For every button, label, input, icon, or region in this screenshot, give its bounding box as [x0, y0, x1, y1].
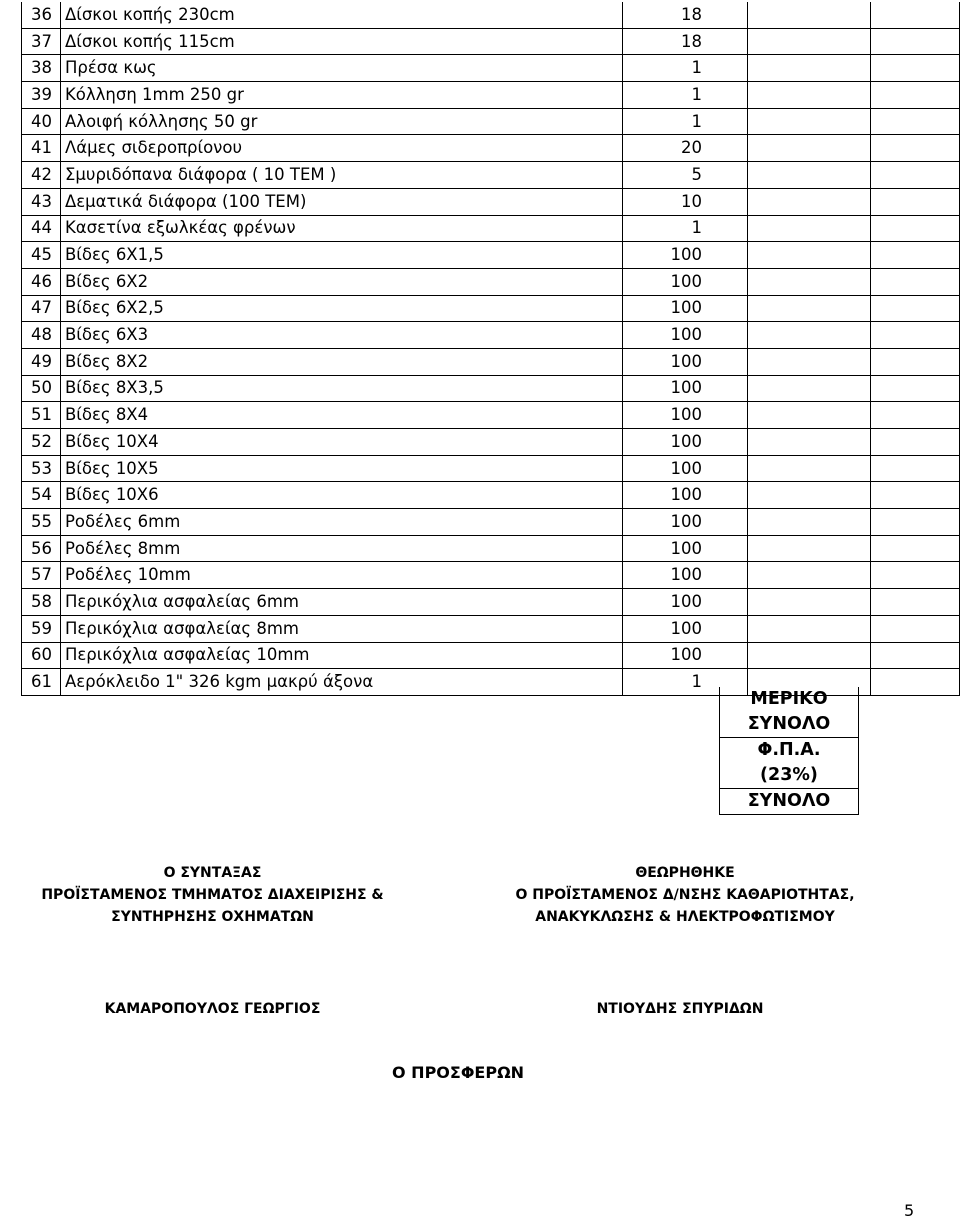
row-quantity: 100	[622, 348, 748, 375]
items-table	[21, 2, 960, 696]
row-unit-price	[748, 509, 871, 536]
signature-left-title-cont: ΣΥΝΤΗΡΗΣΗΣ ΟΧΗΜΑΤΩΝ	[111, 909, 314, 925]
row-quantity: 100	[622, 295, 748, 322]
row-quantity: 18	[622, 28, 748, 55]
table-row	[22, 55, 960, 82]
row-unit-price	[748, 429, 871, 456]
table-row	[22, 535, 960, 562]
row-unit-price	[748, 188, 871, 215]
totals-box	[719, 687, 859, 815]
row-total-price	[871, 322, 960, 349]
row-total-price	[871, 55, 960, 82]
row-total-price	[871, 268, 960, 295]
table-row	[22, 162, 960, 189]
table-row	[22, 82, 960, 109]
offerer-label: Ο ΠΡΟΣΦΕΡΩΝ	[392, 1063, 525, 1082]
row-description: Βίδες 10Χ5	[60, 455, 622, 482]
row-unit-price	[748, 162, 871, 189]
row-number: 53	[22, 455, 61, 482]
table-row	[22, 455, 960, 482]
row-total-price	[871, 135, 960, 162]
row-description: Δεματικά διάφορα (100 ΤΕΜ)	[60, 188, 622, 215]
row-description: Αλοιφή κόλλησης 50 gr	[60, 108, 622, 135]
table-row	[22, 482, 960, 509]
row-quantity: 100	[622, 455, 748, 482]
row-total-price	[871, 455, 960, 482]
row-total-price	[871, 215, 960, 242]
row-quantity: 100	[622, 535, 748, 562]
row-description: Βίδες 6Χ2,5	[60, 295, 622, 322]
row-number: 55	[22, 509, 61, 536]
row-total-price	[871, 642, 960, 669]
row-number: 56	[22, 535, 61, 562]
row-quantity: 1	[622, 108, 748, 135]
row-number: 45	[22, 242, 61, 269]
table-row	[22, 348, 960, 375]
row-unit-price	[748, 55, 871, 82]
row-unit-price	[748, 215, 871, 242]
row-description: Δίσκοι κοπής 115cm	[60, 28, 622, 55]
row-description: Βίδες 6Χ1,5	[60, 242, 622, 269]
row-unit-price	[748, 402, 871, 429]
signature-block-left	[30, 862, 395, 928]
table-row	[22, 589, 960, 616]
row-description: Βίδες 6Χ3	[60, 322, 622, 349]
row-description: Κασετίνα εξωλκέας φρένων	[60, 215, 622, 242]
row-unit-price	[748, 82, 871, 109]
row-description: Ροδέλες 6mm	[60, 509, 622, 536]
row-total-price	[871, 295, 960, 322]
row-number: 57	[22, 562, 61, 589]
subtotal-label-line1: ΜΕΡΙΚΟ	[750, 689, 828, 709]
row-number: 43	[22, 188, 61, 215]
row-total-price	[871, 535, 960, 562]
row-total-price	[871, 562, 960, 589]
row-total-price	[871, 2, 960, 28]
subtotal-label-line2: ΣΥΝΟΛΟ	[747, 714, 831, 734]
table-row	[22, 295, 960, 322]
table-row	[22, 402, 960, 429]
signature-right-role: ΘΕΩΡΗΘΗΚΕ	[635, 865, 735, 881]
row-description: Περικόχλια ασφαλείας 10mm	[60, 642, 622, 669]
row-description: Βίδες 8Χ2	[60, 348, 622, 375]
row-quantity: 100	[622, 429, 748, 456]
signature-right-title-cont: ΑΝΑΚΥΚΛΩΣΗΣ & ΗΛΕΚΤΡΟΦΩΤΙΣΜΟΥ	[535, 909, 835, 925]
row-quantity: 1	[622, 55, 748, 82]
row-total-price	[871, 108, 960, 135]
row-number: 60	[22, 642, 61, 669]
row-unit-price	[748, 455, 871, 482]
row-quantity: 100	[622, 482, 748, 509]
row-number: 50	[22, 375, 61, 402]
table-row	[22, 615, 960, 642]
row-number: 51	[22, 402, 61, 429]
row-unit-price	[748, 108, 871, 135]
row-number: 59	[22, 615, 61, 642]
signature-left-role: Ο ΣΥΝΤΑΞΑΣ	[163, 865, 262, 881]
row-unit-price	[748, 535, 871, 562]
row-unit-price	[748, 562, 871, 589]
row-number: 52	[22, 429, 61, 456]
row-number: 44	[22, 215, 61, 242]
table-row	[22, 2, 960, 28]
row-unit-price	[748, 268, 871, 295]
row-total-price	[871, 162, 960, 189]
row-number: 58	[22, 589, 61, 616]
row-unit-price	[748, 322, 871, 349]
row-number: 41	[22, 135, 61, 162]
row-description: Βίδες 8Χ3,5	[60, 375, 622, 402]
row-description: Αερόκλειδο 1" 326 kgm μακρύ άξονα	[60, 669, 622, 696]
row-total-price	[871, 482, 960, 509]
row-quantity: 1	[622, 82, 748, 109]
row-description: Σμυριδόπανα διάφορα ( 10 ΤΕΜ )	[60, 162, 622, 189]
row-unit-price	[748, 642, 871, 669]
table-row	[22, 188, 960, 215]
row-number: 36	[22, 2, 61, 28]
row-total-price	[871, 589, 960, 616]
row-unit-price	[748, 242, 871, 269]
total-label: ΣΥΝΟΛΟ	[720, 788, 858, 814]
table-row	[22, 268, 960, 295]
row-quantity: 100	[622, 242, 748, 269]
signature-right-name: ΝΤΙΟΥΔΗΣ ΣΠΥΡΙΔΩΝ	[596, 1001, 764, 1017]
row-description: Βίδες 8Χ4	[60, 402, 622, 429]
row-total-price	[871, 242, 960, 269]
row-description: Βίδες 6Χ2	[60, 268, 622, 295]
signature-left-name: ΚΑΜΑΡΟΠΟΥΛΟΣ ΓΕΩΡΓΙΟΣ	[104, 1001, 321, 1017]
row-number: 42	[22, 162, 61, 189]
row-description: Κόλληση 1mm 250 gr	[60, 82, 622, 109]
row-quantity: 10	[622, 188, 748, 215]
row-description: Δίσκοι κοπής 230cm	[60, 2, 622, 28]
row-total-price	[871, 615, 960, 642]
signature-left-title: ΠΡΟΪΣΤΑΜΕΝΟΣ ΤΜΗΜΑΤΟΣ ΔΙΑΧΕΙΡΙΣΗΣ &	[41, 887, 384, 903]
row-unit-price	[748, 295, 871, 322]
table-row	[22, 135, 960, 162]
row-quantity: 100	[622, 562, 748, 589]
row-total-price	[871, 82, 960, 109]
row-quantity: 100	[622, 509, 748, 536]
row-number: 48	[22, 322, 61, 349]
page-number: 5	[904, 1201, 915, 1220]
table-row	[22, 242, 960, 269]
row-description: Λάμες σιδεροπρίονου	[60, 135, 622, 162]
row-quantity: 100	[622, 402, 748, 429]
row-total-price	[871, 669, 960, 696]
row-description: Ροδέλες 8mm	[60, 535, 622, 562]
row-unit-price	[748, 589, 871, 616]
row-description: Περικόχλια ασφαλείας 6mm	[60, 589, 622, 616]
signature-right-title: Ο ΠΡΟΪΣΤΑΜΕΝΟΣ Δ/ΝΣΗΣ ΚΑΘΑΡΙΟΤΗΤΑΣ,	[515, 887, 855, 903]
row-total-price	[871, 429, 960, 456]
row-description: Περικόχλια ασφαλείας 8mm	[60, 615, 622, 642]
row-unit-price	[748, 482, 871, 509]
row-quantity: 18	[622, 2, 748, 28]
table-row	[22, 375, 960, 402]
row-number: 46	[22, 268, 61, 295]
row-quantity: 100	[622, 375, 748, 402]
table-row	[22, 562, 960, 589]
row-quantity: 1	[622, 215, 748, 242]
items-table-body	[22, 2, 960, 695]
row-number: 47	[22, 295, 61, 322]
row-total-price	[871, 28, 960, 55]
table-row	[22, 322, 960, 349]
table-row	[22, 642, 960, 669]
vat-label-line1: Φ.Π.Α.	[720, 737, 858, 763]
row-total-price	[871, 402, 960, 429]
row-quantity: 1	[622, 669, 748, 696]
table-row	[22, 509, 960, 536]
table-row	[22, 215, 960, 242]
row-unit-price	[748, 348, 871, 375]
row-number: 40	[22, 108, 61, 135]
row-number: 37	[22, 28, 61, 55]
row-unit-price	[748, 28, 871, 55]
row-quantity: 100	[622, 589, 748, 616]
vat-label-line2: (23%)	[760, 765, 818, 785]
row-quantity: 100	[622, 322, 748, 349]
row-number: 39	[22, 82, 61, 109]
row-number: 54	[22, 482, 61, 509]
row-total-price	[871, 375, 960, 402]
row-number: 38	[22, 55, 61, 82]
row-quantity: 5	[622, 162, 748, 189]
row-unit-price	[748, 2, 871, 28]
row-description: Πρέσα κως	[60, 55, 622, 82]
table-row	[22, 28, 960, 55]
row-unit-price	[748, 135, 871, 162]
row-quantity: 100	[622, 268, 748, 295]
row-total-price	[871, 348, 960, 375]
table-row	[22, 429, 960, 456]
row-quantity: 100	[622, 615, 748, 642]
row-total-price	[871, 509, 960, 536]
row-description: Ροδέλες 10mm	[60, 562, 622, 589]
row-unit-price	[748, 615, 871, 642]
row-quantity: 20	[622, 135, 748, 162]
row-total-price	[871, 188, 960, 215]
row-quantity: 100	[622, 642, 748, 669]
row-description: Βίδες 10Χ4	[60, 429, 622, 456]
row-description: Βίδες 10Χ6	[60, 482, 622, 509]
signature-block-right	[500, 862, 870, 928]
row-number: 61	[22, 669, 61, 696]
table-row	[22, 108, 960, 135]
row-unit-price	[748, 375, 871, 402]
row-number: 49	[22, 348, 61, 375]
